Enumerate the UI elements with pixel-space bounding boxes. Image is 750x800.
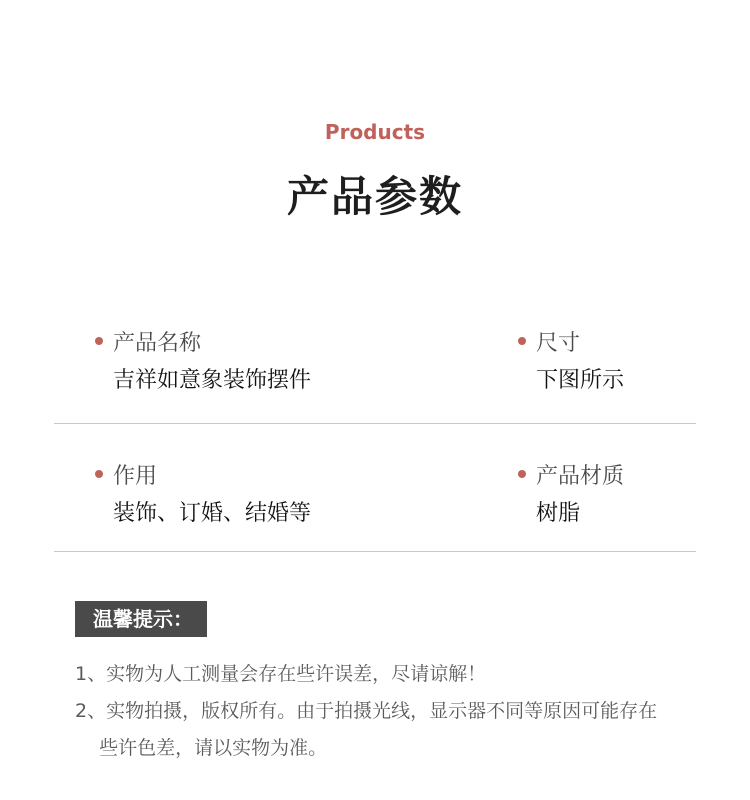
spec-material (518, 459, 750, 529)
tip-line: 些许色差，请以实物为准。 (75, 737, 328, 759)
spec-value: 吉祥如意象装饰摆件 (113, 368, 312, 393)
divider (54, 423, 696, 424)
spec-product-name (95, 326, 395, 396)
bullet-dot-icon (518, 470, 526, 478)
spec-value: 装饰、订婚、结婚等 (113, 501, 312, 526)
spec-label: 作用 (113, 463, 158, 489)
spec-label: 产品材质 (536, 463, 625, 489)
header-english-title: Products (324, 120, 426, 144)
spec-value: 下图所示 (536, 368, 625, 393)
header-chinese-title: 产品参数 (286, 172, 463, 221)
bullet-dot-icon (95, 337, 103, 345)
spec-value: 树脂 (536, 501, 581, 526)
bullet-dot-icon (518, 337, 526, 345)
spec-size (518, 326, 750, 396)
tip-line: 1、实物为人工测量会存在些许误差，尽请谅解！ (75, 663, 487, 685)
spec-label: 产品名称 (113, 330, 202, 356)
divider (54, 551, 696, 552)
bullet-dot-icon (95, 470, 103, 478)
spec-usage (95, 459, 395, 529)
tips-title-badge: 温馨提示： (75, 601, 207, 637)
spec-label: 尺寸 (536, 330, 581, 356)
tip-line: 2、实物拍摄，版权所有。由于拍摄光线，显示器不同等原因可能存在 (75, 700, 658, 722)
